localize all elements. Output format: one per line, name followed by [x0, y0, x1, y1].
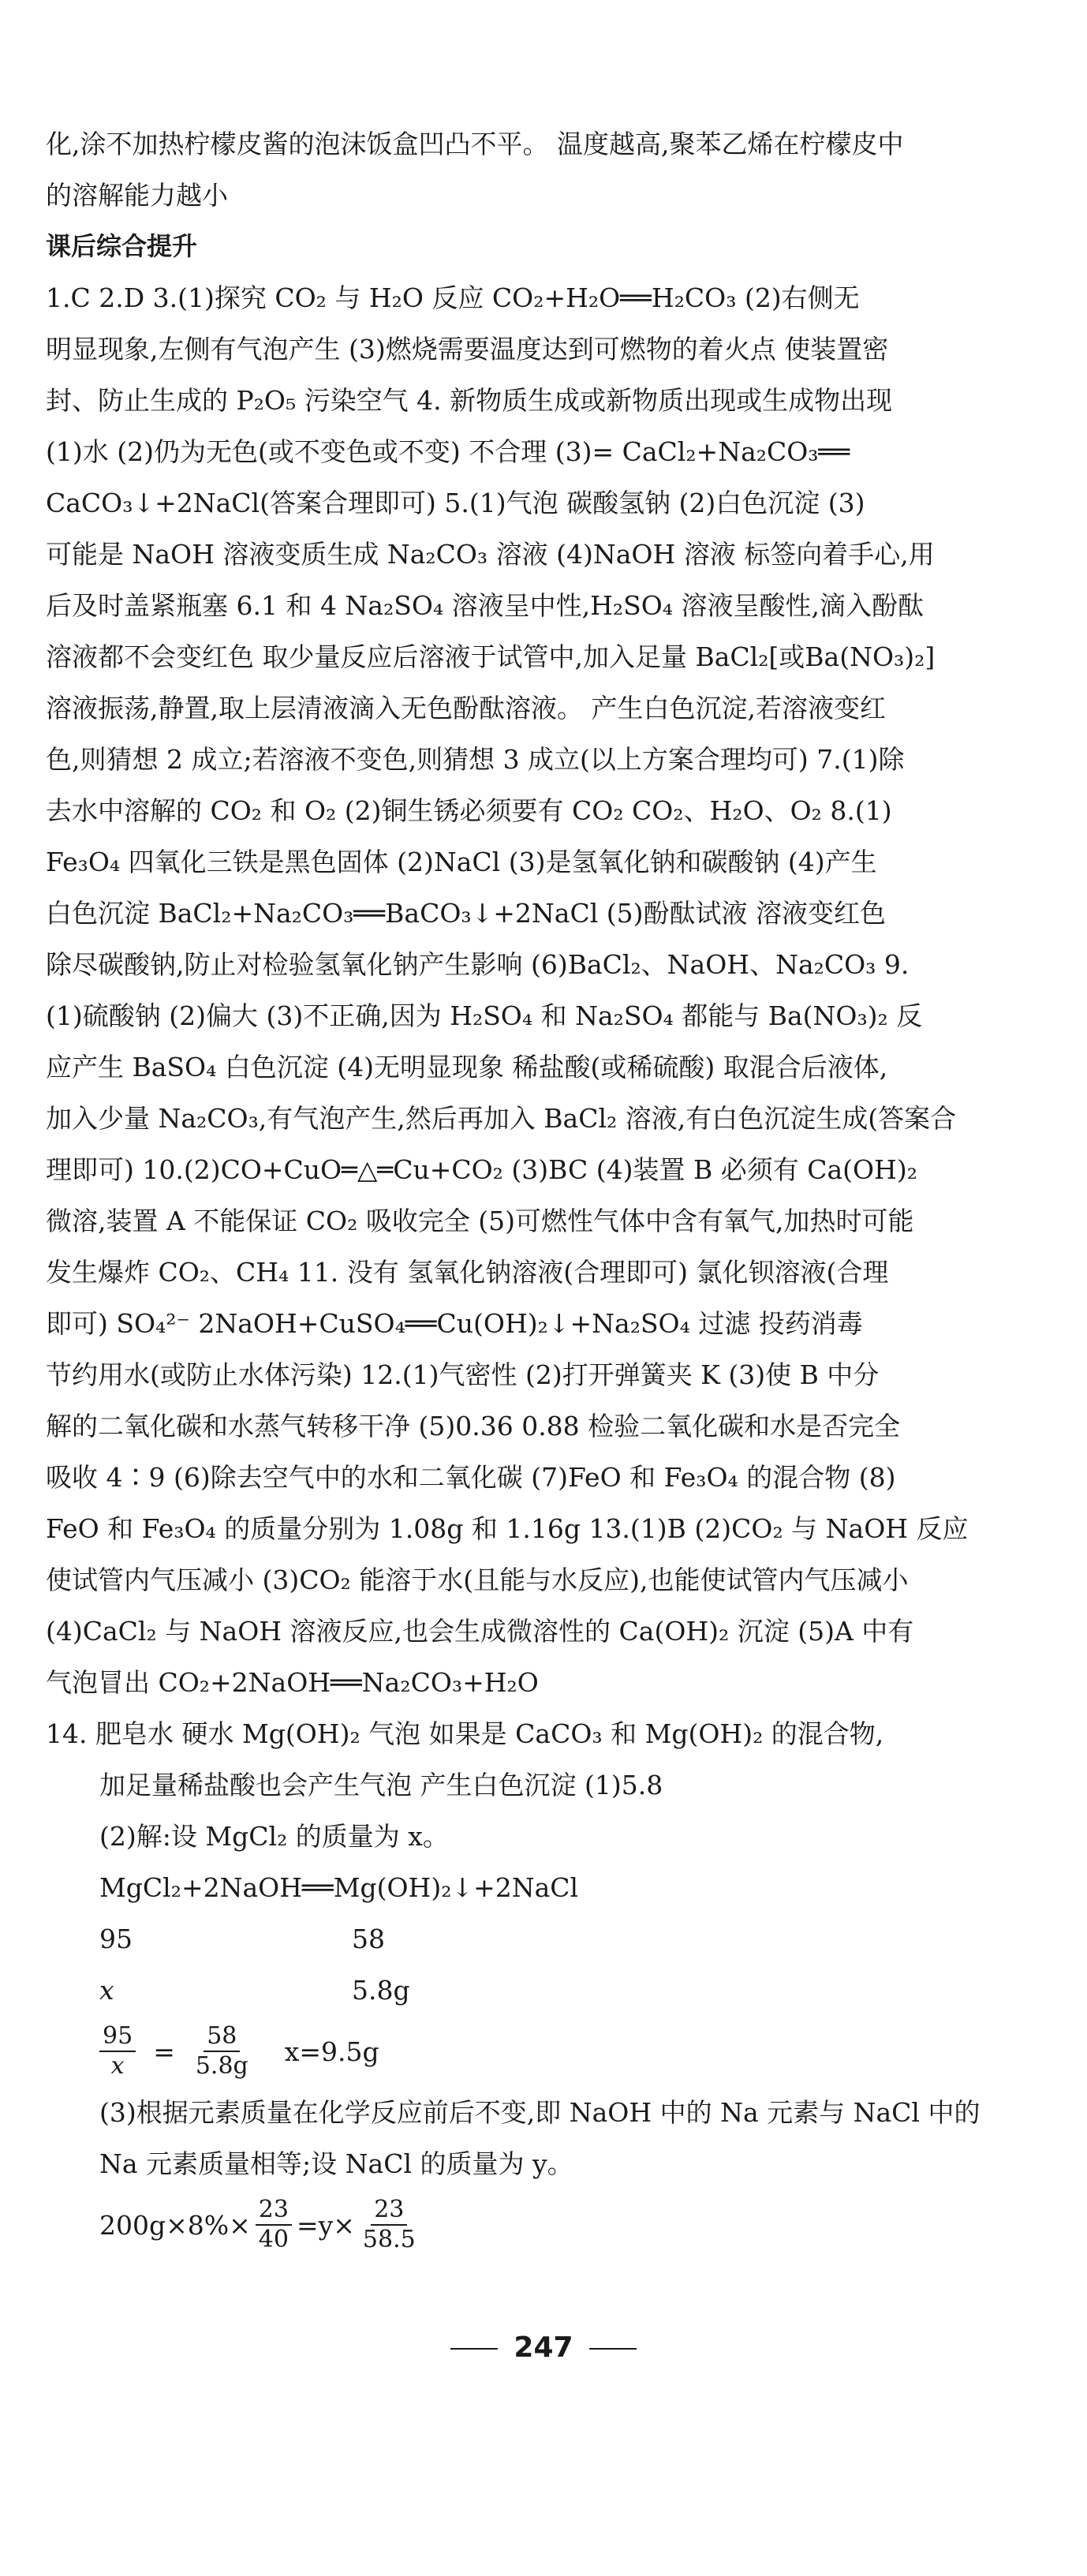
text-line: 即可) SO₄²⁻ 2NaOH+CuSO₄══Cu(OH)₂↓+Na₂SO₄ 过滤 投药消毒 — [46, 1308, 863, 1339]
text-line: 去水中溶解的 CO₂ 和 O₂ (2)铜生锈必须要有 CO₂ CO₂、H₂O、O₂ 8.(1) — [46, 795, 892, 826]
text-line: 解的二氧化碳和水蒸气转移干净 (5)0.36 0.88 检验二氧化碳和水是否完全 — [46, 1411, 901, 1441]
text-line: 的溶解能力越小 — [46, 180, 228, 211]
text-line: (1)硫酸钠 (2)偏大 (3)不正确,因为 H₂SO₄ 和 Na₂SO₄ 都能与 Ba(NO₃)₂ 反 — [46, 1000, 923, 1031]
text-line: (2)解:设 MgCl₂ 的质量为 x。 — [99, 1821, 449, 1852]
text-line: 封、防止生成的 P₂O₅ 污染空气 4. 新物质生成或新物质出现或生成物出现 — [46, 385, 893, 416]
text-line: (1)水 (2)仍为无色(或不变色或不变) 不合理 (3)= CaCl₂+Na₂CO₃══ — [46, 436, 850, 467]
denominator: 40 — [258, 2226, 289, 2253]
text-line: 加足量稀盐酸也会产生气泡 产生白色沉淀 (1)5.8 — [99, 1770, 663, 1800]
text-line: 使试管内气压减小 (3)CO₂ 能溶于水(且能与水反应),也能使试管内气压减小 — [46, 1565, 909, 1595]
text-line: (3)根据元素质量在化学反应前后不变,即 NaOH 中的 Na 元素与 NaCl 中的 — [99, 2097, 981, 2128]
ratio-row — [46, 1965, 1041, 2016]
denominator: 58.5 — [362, 2226, 416, 2253]
ratio-value: 58 — [352, 1924, 385, 1954]
ratio-value: 5.8g — [352, 1975, 410, 2006]
text-line: 溶液振荡,静置,取上层清液滴入无色酚酞溶液。 产生白色沉淀,若溶液变红 — [46, 693, 886, 723]
fraction — [99, 2022, 136, 2081]
fraction — [256, 2196, 292, 2254]
text-line: 吸收 4∶9 (6)除去空气中的水和二氧化碳 (7)FeO 和 Fe₃O₄ 的混合物 (8) — [46, 1462, 896, 1493]
text-line: 除尽碳酸钠,防止对检验氢氧化钠产生影响 (6)BaCl₂、NaOH、Na₂CO₃ 9. — [46, 949, 910, 980]
fraction-equation — [46, 2016, 1041, 2087]
answer-page — [46, 118, 1041, 2260]
text-line: CaCO₃↓+2NaCl(答案合理即可) 5.(1)气泡 碳酸氢钠 (2)白色沉淀 (3) — [46, 488, 865, 518]
text-line: 可能是 NaOH 溶液变质生成 Na₂CO₃ 溶液 (4)NaOH 溶液 标签向着手心,用 — [46, 539, 935, 570]
answer-body — [46, 272, 1041, 1708]
text-line: 化,涂不加热柠檬皮酱的泡沫饭盒凹凸不平。 温度越高,聚苯乙烯在柠檬皮中 — [46, 129, 904, 159]
text-line: 14. 肥皂水 硬水 Mg(OH)₂ 气泡 如果是 CaCO₃ 和 Mg(OH)₂ 的混合物, — [46, 1718, 884, 1749]
numerator: 95 — [99, 2022, 136, 2052]
equation-line: MgCl₂+2NaOH══Mg(OH)₂↓+2NaCl — [99, 1872, 579, 1903]
equation-middle: =y× — [296, 2209, 355, 2241]
result: x=9.5g — [284, 2036, 379, 2067]
numerator: 23 — [371, 2196, 407, 2226]
text-line: 加入少量 Na₂CO₃,有气泡产生,然后再加入 BaCl₂ 溶液,有白色沉淀生成(答案合 — [46, 1103, 957, 1134]
text-line: 发生爆炸 CO₂、CH₄ 11. 没有 氢氧化钠溶液(合理即可) 氯化钡溶液(合理 — [46, 1257, 889, 1288]
text-line: Fe₃O₄ 四氧化三铁是黑色固体 (2)NaCl (3)是氢氧化钠和碳酸钠 (4)产生 — [46, 847, 877, 877]
text-line: 气泡冒出 CO₂+2NaOH══Na₂CO₃+H₂O — [46, 1667, 539, 1698]
section-heading: 课后综合提升 — [46, 231, 198, 261]
ratio-value: 95 — [99, 1924, 133, 1954]
numerator: 58 — [204, 2022, 240, 2052]
ratio-row — [46, 1913, 1041, 1965]
text-line: 明显现象,左侧有气泡产生 (3)燃烧需要温度达到可燃物的着火点 使装置密 — [46, 334, 889, 365]
text-line: 微溶,装置 A 不能保证 CO₂ 吸收完全 (5)可燃性气体中含有氧气,加热时可能 — [46, 1206, 914, 1236]
text-line: (4)CaCl₂ 与 NaOH 溶液反应,也会生成微溶性的 Ca(OH)₂ 沉淀 (5)A 中有 — [46, 1616, 914, 1647]
text-line: 后及时盖紧瓶塞 6.1 和 4 Na₂SO₄ 溶液呈中性,H₂SO₄ 溶液呈酸性,滴入酚酞 — [46, 590, 924, 621]
text-line: 溶液都不会变红色 取少量反应后溶液于试管中,加入足量 BaCl₂[或Ba(NO₃)₂] — [46, 641, 936, 672]
question-14 — [46, 1708, 1041, 2260]
denominator: x — [110, 2052, 125, 2080]
text-line: 节约用水(或防止水体污染) 12.(1)气密性 (2)打开弹簧夹 K (3)使 B 中分 — [46, 1359, 880, 1390]
text-line: 应产生 BaSO₄ 白色沉淀 (4)无明显现象 稀盐酸(或稀硫酸) 取混合后液体, — [46, 1052, 888, 1082]
equation-prefix: 200g×8%× — [99, 2209, 251, 2241]
fraction — [192, 2022, 252, 2081]
text-line: 理即可) 10.(2)CO+CuO═△═Cu+CO₂ (3)BC (4)装置 B 必须有 Ca(OH)₂ — [46, 1154, 917, 1185]
denominator: 5.8g — [195, 2052, 248, 2080]
fraction — [360, 2196, 419, 2254]
equals-sign: = — [153, 2036, 175, 2067]
numerator: 23 — [256, 2196, 292, 2226]
text-line: 白色沉淀 BaCl₂+Na₂CO₃══BaCO₃↓+2NaCl (5)酚酞试液 溶液变红色 — [46, 898, 886, 929]
text-line: FeO 和 Fe₃O₄ 的质量分别为 1.08g 和 1.16g 13.(1)B (2)CO₂ 与 NaOH 反应 — [46, 1513, 969, 1544]
text-line: Na 元素质量相等;设 NaCl 的质量为 y。 — [99, 2148, 573, 2179]
fraction-equation — [46, 2189, 1041, 2260]
ratio-value: x — [99, 1975, 114, 2006]
text-line: 色,则猜想 2 成立;若溶液不变色,则猜想 3 成立(以上方案合理均可) 7.(1)除 — [46, 744, 905, 775]
text-line: 1.C 2.D 3.(1)探究 CO₂ 与 H₂O 反应 CO₂+H₂O══H₂CO₃ (2)右侧无 — [46, 282, 860, 313]
page-number: 247 — [0, 2331, 1087, 2364]
